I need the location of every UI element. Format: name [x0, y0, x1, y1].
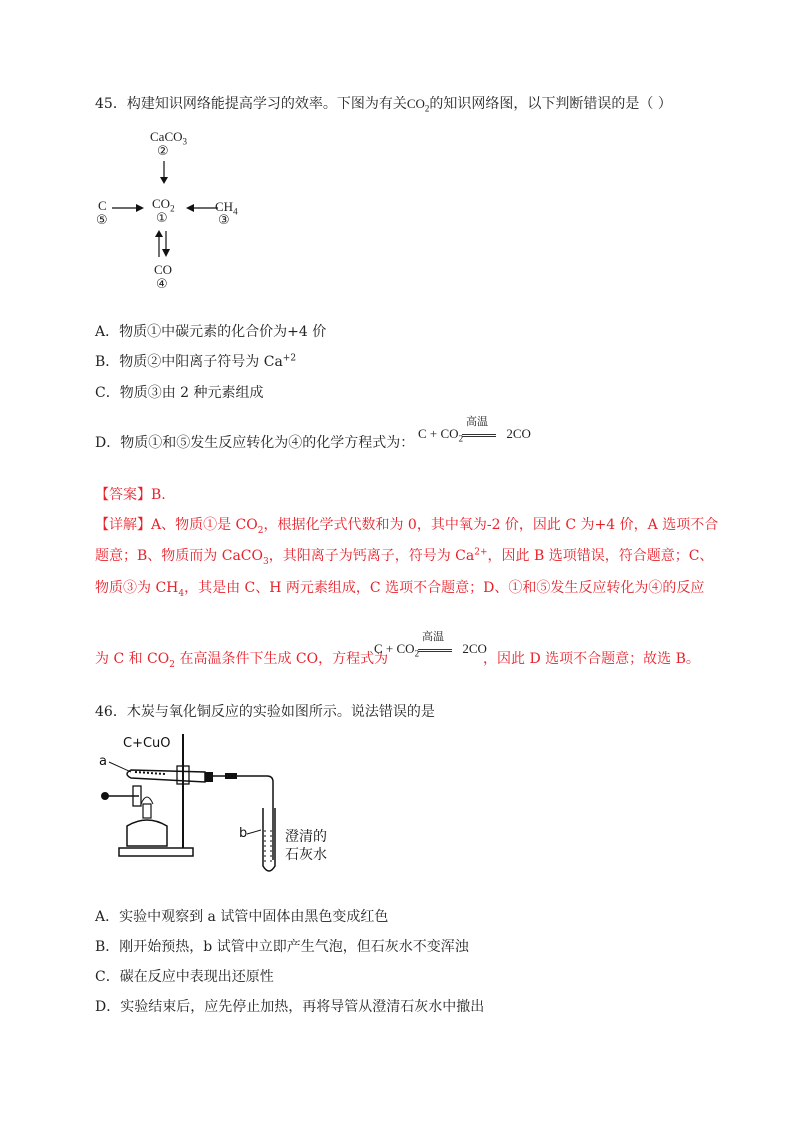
- q45-stem-co2: $CO_2$: [406, 96, 430, 114]
- q45-option-b: B．物质②中阳离子符号为 $Ca^{+2}$: [95, 353, 297, 370]
- node-c-number: ⑤: [96, 213, 108, 228]
- q46-option-a: A．实验中观察到 a 试管中固体由黑色变成红色: [95, 909, 389, 925]
- q45-stem-part2: 的知识网络图，以下判断错误的是（ ）: [429, 96, 672, 112]
- q45-analysis-line4: 为 C 和 $CO_2$ 在高温条件下生成 CO，方程式为: [95, 651, 389, 670]
- arrow-caco3-to-co2: [158, 161, 170, 189]
- arrow-c-to-co2: [110, 199, 146, 218]
- node-co2-number: ①: [156, 211, 168, 226]
- node-ch4-number: ③: [218, 213, 230, 228]
- node-caco3: CaCO$_3$: [150, 129, 187, 147]
- node-ch4: $CH_4$: [215, 199, 238, 217]
- q45-stem-part1: 构建知识网络能提高学习的效率。下图为有关: [126, 96, 407, 112]
- q45-number: 45．: [95, 96, 127, 112]
- q46-stem: 46．木炭与氧化铜反应的实验如图所示。说法错误的是: [95, 704, 435, 720]
- q46-option-b: B．刚开始预热，b 试管中立即产生气泡，但石灰水不变浑浊: [95, 939, 469, 955]
- apparatus-figure: [95, 730, 365, 880]
- q46-option-c: C．碳在反应中表现出还原性: [95, 969, 274, 985]
- co2-network-diagram: [90, 125, 260, 295]
- label-reactants: C+CuO: [123, 736, 171, 751]
- q45-analysis-line4-end: ，因此 D 选项不合题意；故选 B。: [483, 651, 700, 667]
- q45-option-c: C．物质③由 2 种元素组成: [95, 385, 264, 401]
- arrow-co2-co-reversible: [153, 229, 173, 263]
- node-co-number: ④: [156, 277, 168, 292]
- node-caco3-number: ②: [157, 144, 169, 159]
- label-tube-a: a: [99, 754, 107, 769]
- q45-option-d-equation: $C + CO_2$ 高温 2CO: [418, 416, 531, 444]
- q45-analysis-equation: $C + CO_2$ 高温 2CO: [374, 631, 487, 659]
- label-limewater-2: 石灰水: [285, 847, 327, 863]
- node-c: C: [98, 198, 107, 213]
- q45-option-a: A．物质①中碳元素的化合价为+4 价: [95, 324, 327, 340]
- q45-analysis-line1: 【详解】A、物质①是 $CO_2$，根据化学式代数和为 0，其中氧为-2 价，因此 C 为+4 价，A 选项不合: [95, 517, 719, 536]
- label-tube-b: b: [239, 826, 248, 841]
- q45-analysis-line2: 题意；B、物质而为 CaCO$_3$，其阳离子为钙离子，符号为 $Ca^{2+}$，因此 B 选项错误，符合题意；C、: [95, 547, 714, 567]
- q45-analysis-line3: 物质③为 $CH_4$，其是由 C、H 两元素组成，C 选项不合题意；D、①和⑤发生反应转化为④的反应: [95, 580, 705, 599]
- q45-answer: 【答案】B.: [95, 487, 166, 503]
- q46-option-d: D．实验结束后，应先停止加热，再将导管从澄清石灰水中撤出: [95, 999, 485, 1015]
- q45-stem: [95, 95, 672, 113]
- label-limewater-1: 澄清的: [285, 829, 327, 845]
- q45-option-d: D．物质①和⑤发生反应转化为④的化学方程式为：: [95, 435, 415, 451]
- node-co: CO: [154, 262, 173, 277]
- node-co2: $CO_2$: [152, 196, 175, 214]
